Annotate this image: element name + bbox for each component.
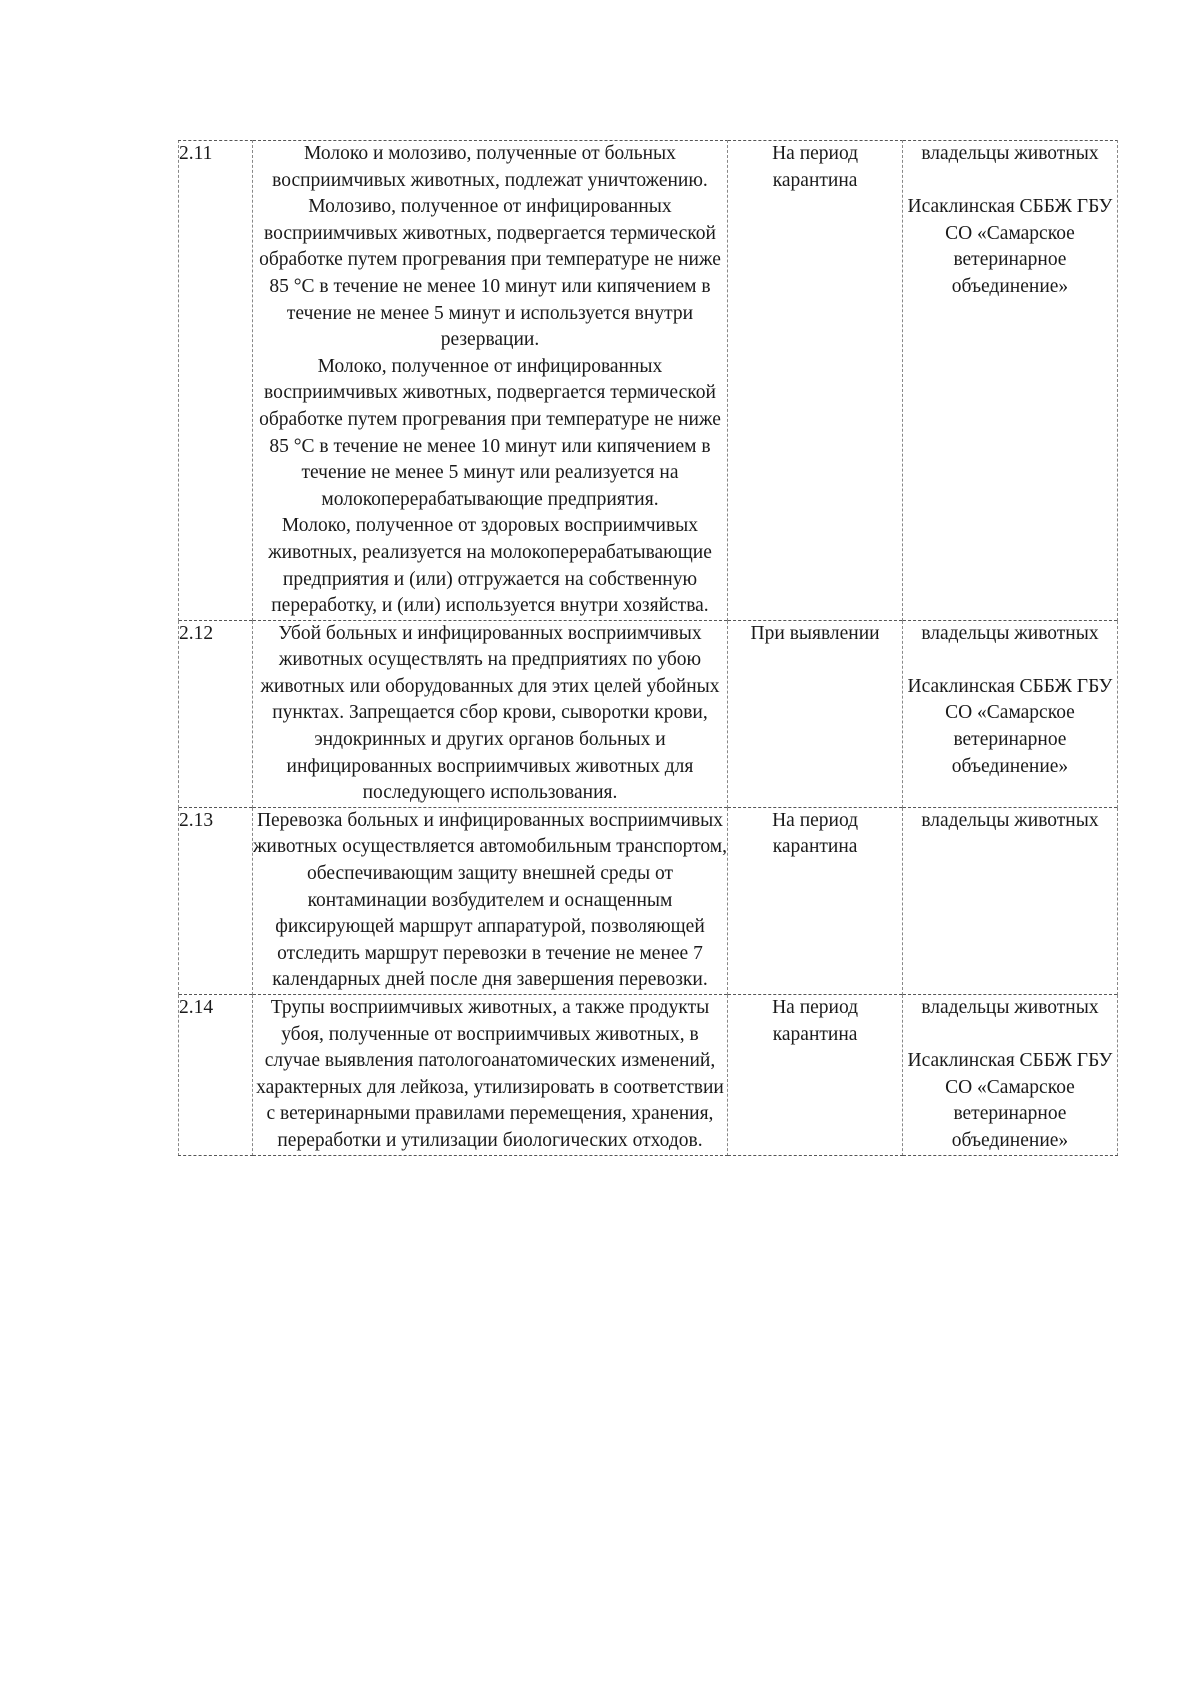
row-number: 2.14 [179, 995, 253, 1156]
content-paragraph: Убой больных и инфицированных восприимчивых животных осуществлять на предприятиях по убою животных или оборудованных для этих целей убойных пунктах. Запрещается сбор крови, сыворотки крови, эндокринных и других органов больных и инфицированных восприимчивых животных для последующего использования. [260, 622, 720, 804]
content-paragraph: Молоко, полученное от здоровых восприимчивых животных, реализуется на молокоперерабатывающие предприятия и (или) отгружается на собственную переработку, и (или) используется внутри хозяйства. [268, 515, 712, 617]
content-paragraph: Перевозка больных и инфицированных восприимчивых животных осуществляется автомобильным транспортом, обеспечивающим защиту внешней среды от контаминации возбудителем и оснащенным фиксирующей маршрут аппаратурой, позволяющей отследить маршрут перевозки в течение не менее 7 календарных дней после дня завершения перевозки. [252, 809, 728, 991]
row-content [252, 995, 728, 1156]
row-term: При выявлении [728, 620, 903, 807]
row-number: 2.11 [179, 141, 253, 621]
row-term: На период карантина [728, 141, 903, 621]
content-paragraph: Молоко и молозиво, полученные от больных восприимчивых животных, подлежат уничтожению. Молозиво, полученное от инфицированных восприимчивых животных, подвергается термической обработке путем прогревания при температуре не ниже 85 °С в течение не менее 10 минут или кипячением в течение не менее 5 минут и используется внутри резервации. [259, 143, 721, 351]
row-term: На период карантина [728, 807, 903, 994]
row-term: На период карантина [728, 995, 903, 1156]
responsible-organization: Исаклинская СББЖ ГБУ СО «Самарское ветеринарное объединение» [907, 1050, 1113, 1151]
content-paragraph: Трупы восприимчивых животных, а также продукты убоя, полученные от восприимчивых животных, в случае выявления патологоанатомических изменений, характерных для лейкоза, утилизировать в соответствии с ветеринарными правилами перемещения, хранения, переработки и утилизации биологических отходов. [256, 997, 724, 1151]
responsible-owner: владельцы животных [921, 809, 1099, 831]
row-responsible [902, 141, 1117, 621]
measures-table [178, 140, 1118, 1156]
responsible-organization: Исаклинская СББЖ ГБУ СО «Самарское ветеринарное объединение» [907, 196, 1113, 297]
row-content [252, 141, 728, 621]
row-responsible [902, 620, 1117, 807]
table-row [179, 141, 1118, 621]
responsible-owner: владельцы животных [921, 997, 1099, 1018]
table-row [179, 620, 1118, 807]
table-row [179, 807, 1118, 994]
responsible-owner: владельцы животных [921, 143, 1099, 164]
row-content [252, 620, 728, 807]
responsible-organization: Исаклинская СББЖ ГБУ СО «Самарское ветеринарное объединение» [907, 675, 1113, 777]
row-number: 2.13 [179, 807, 253, 994]
row-content [252, 807, 728, 994]
row-responsible [902, 995, 1117, 1156]
responsible-owner: владельцы животных [921, 622, 1099, 644]
content-paragraph: Молоко, полученное от инфицированных восприимчивых животных, подвергается термической обработке путем прогревания при температуре не ниже 85 °С в течение не менее 10 минут или кипячением в течение не менее 5 минут или реализуется на молокоперерабатывающие предприятия. [259, 355, 721, 510]
row-number: 2.12 [179, 620, 253, 807]
row-responsible [902, 807, 1117, 994]
table-row [179, 995, 1118, 1156]
